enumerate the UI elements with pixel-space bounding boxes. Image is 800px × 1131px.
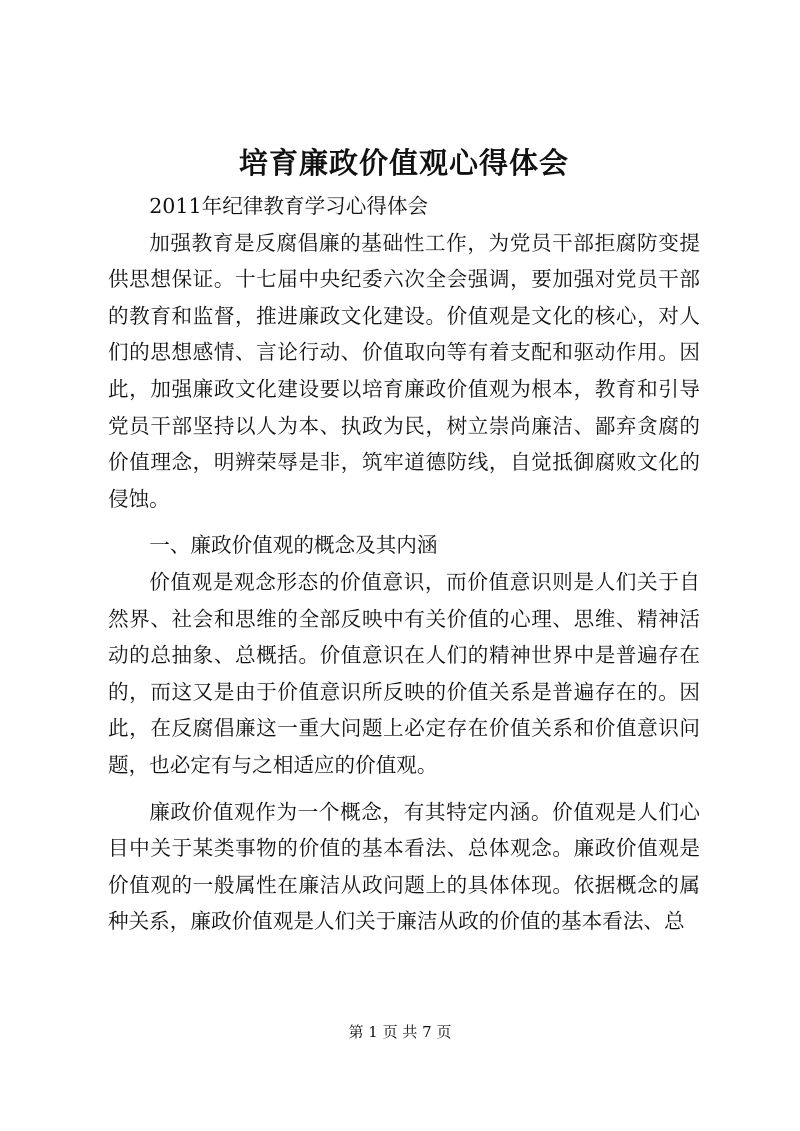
page-footer: 第 1 页 共 7 页 [348, 1023, 452, 1041]
document-title: 培育廉政价值观心得体会 [238, 146, 569, 180]
document-page [108, 0, 700, 1131]
subtitle-paragraph: 2011年纪律教育学习心得体会 [149, 194, 429, 218]
body-paragraph: 加强教育是反腐倡廉的基础性工作，为党员干部拒腐防变提供思想保证。十七届中央纪委六次全会强调，要加强对党员干部的教育和监督，推进廉政文化建设。价值观是文化的核心，对人们的思想感情、言论行动、价值取向等有着支配和驱动作用。因此，加强廉政文化建设要以培育廉政价值观为根本，教育和引导党员干部坚持以人为本、执政为民，树立崇尚廉洁、鄙弃贪腐的价值理念，明辨荣辱是非，筑牢道德防线，自觉抵御腐败文化的侵蚀。 [108, 230, 700, 511]
body-paragraph: 廉政价值观作为一个概念，有其特定内涵。价值观是人们心目中关于某类事物的价值的基本看法、总体观念。廉政价值观是价值观的一般属性在廉洁从政问题上的具体体现。依据概念的属种关系，廉政价值观是人们关于廉洁从政的价值的基本看法、总 [108, 799, 700, 934]
document-body [108, 188, 700, 940]
body-paragraph: 价值观是观念形态的价值意识，而价值意识则是人们关于自然界、社会和思维的全部反映中有关价值的心理、思维、精神活动的总抽象、总概括。价值意识在人们的精神世界中是普遍存在的，而这又是由于价值意识所反映的价值关系是普遍存在的。因此，在反腐倡廉这一重大问题上必定存在价值关系和价值意识问题，也必定有与之相适应的价值观。 [108, 569, 700, 777]
section-heading: 一、廉政价值观的概念及其内涵 [149, 533, 438, 558]
